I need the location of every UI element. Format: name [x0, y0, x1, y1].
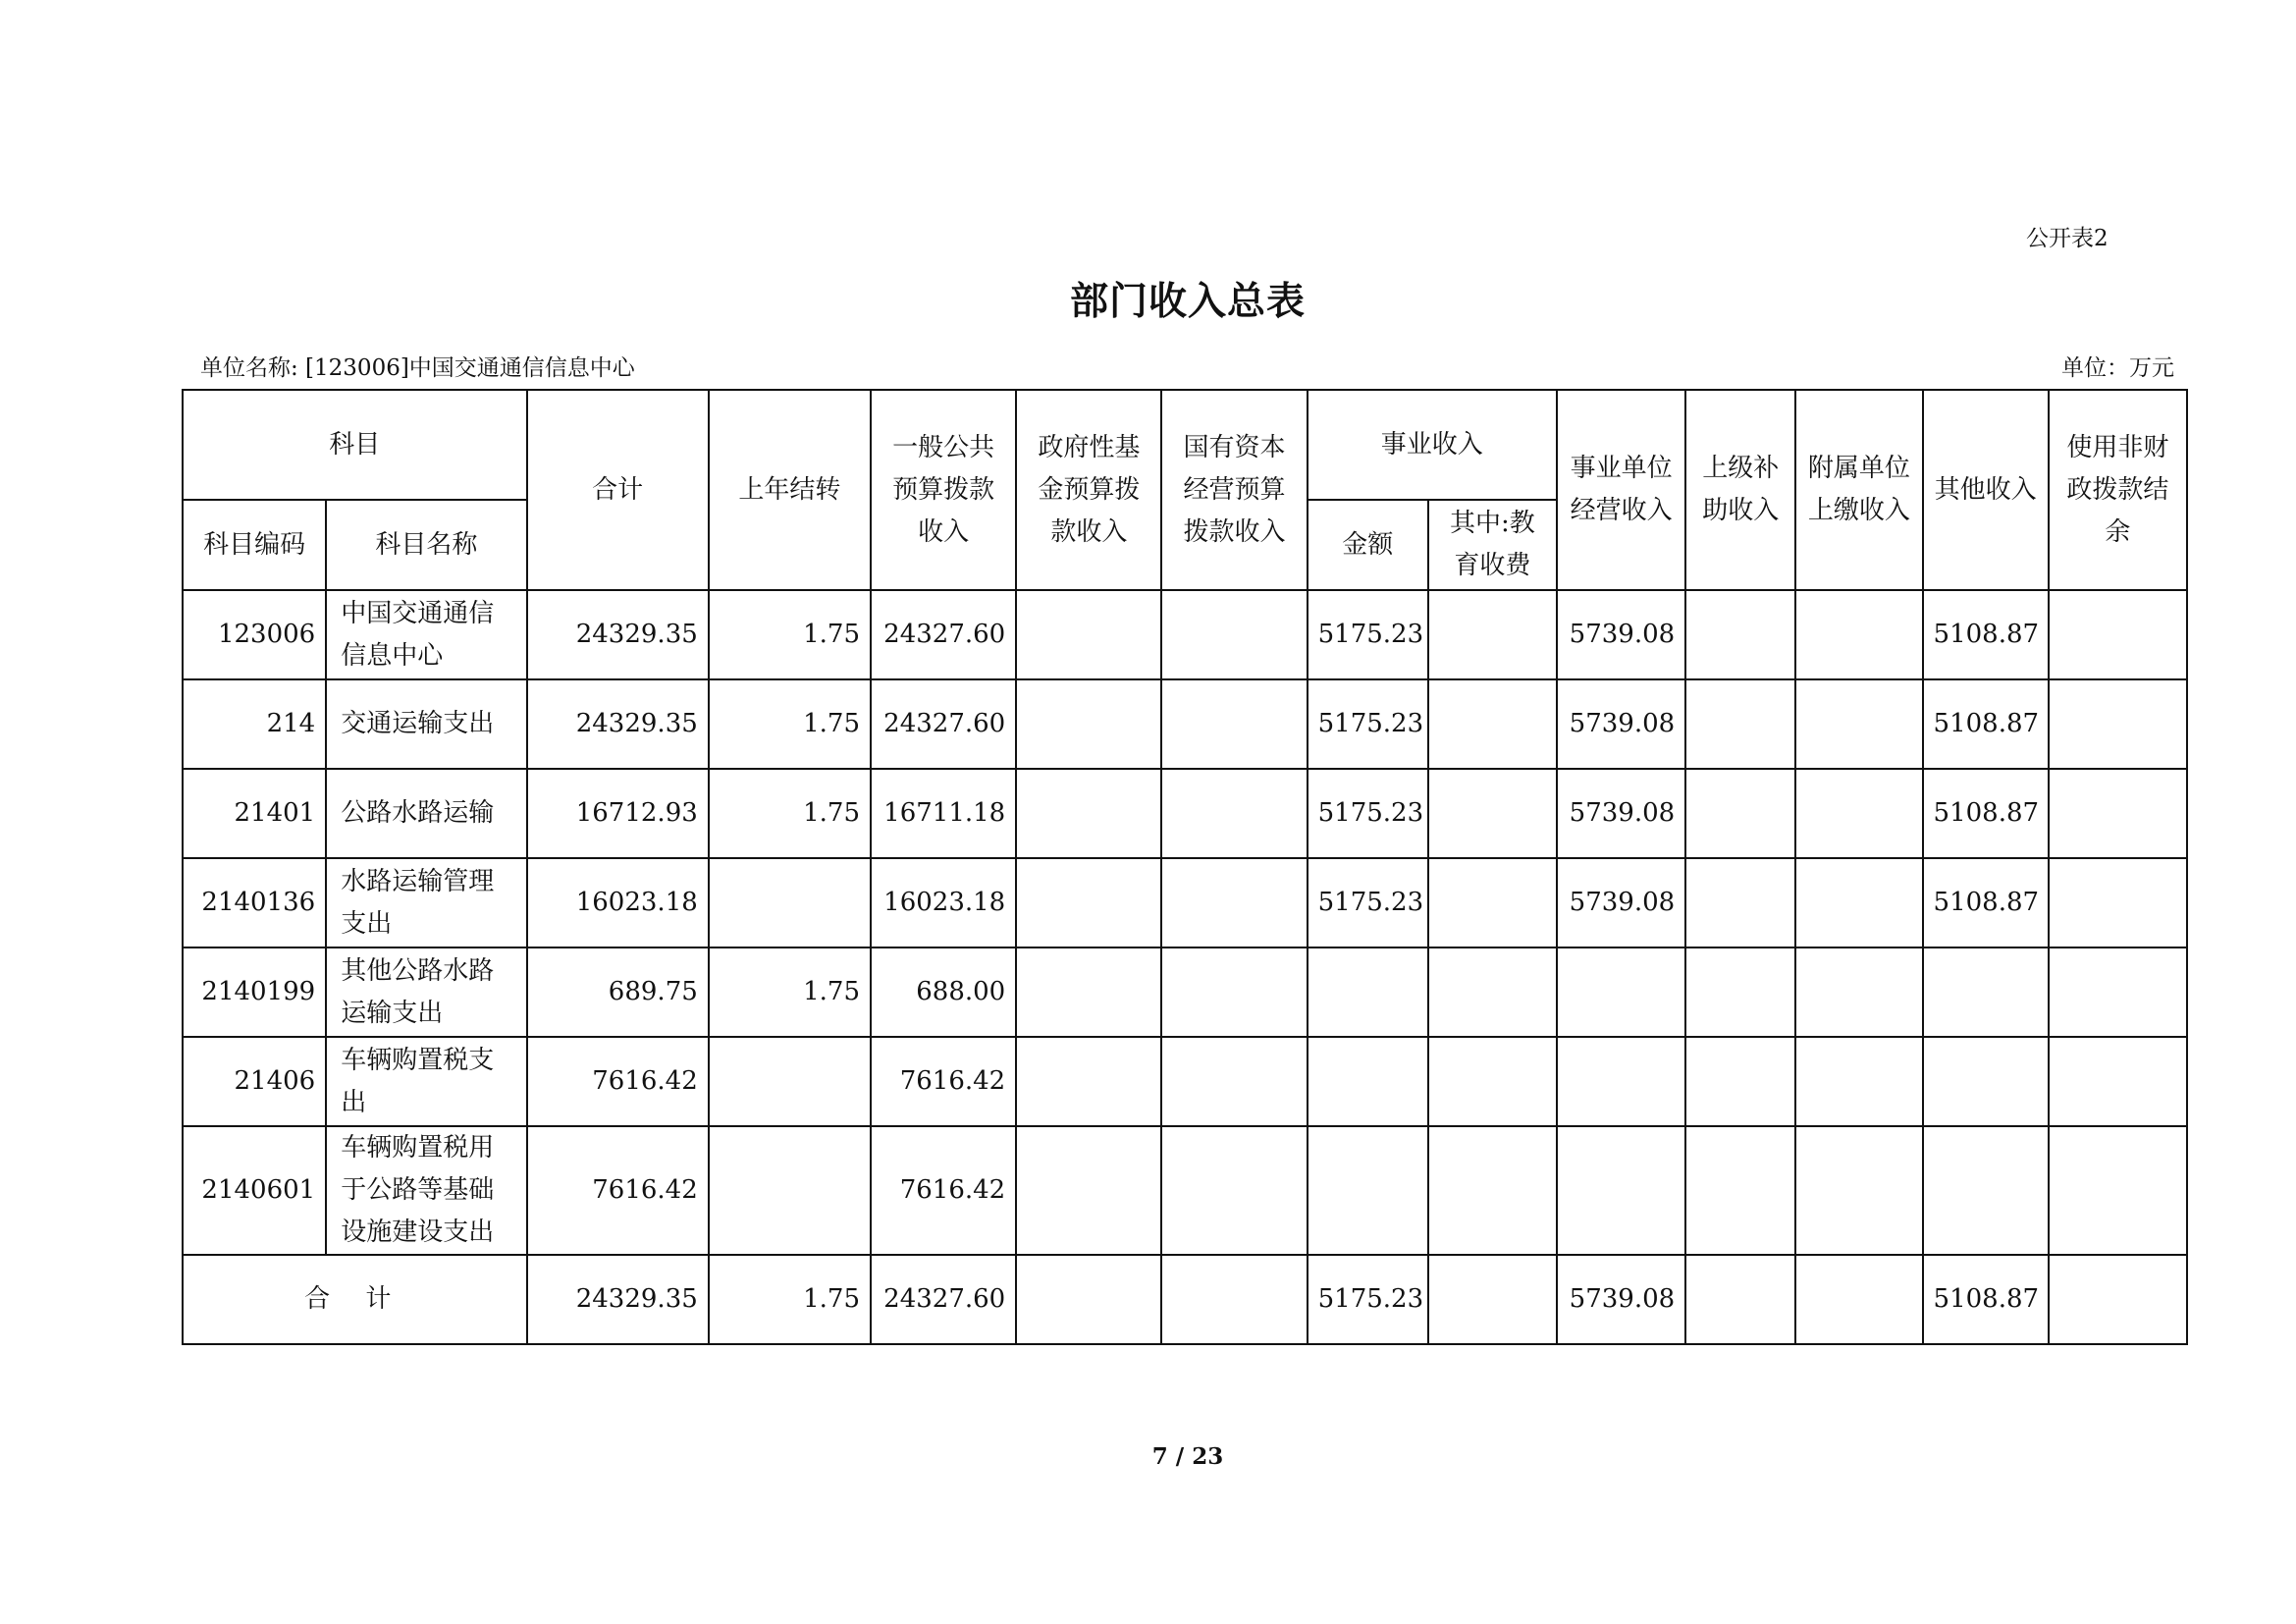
cell-non-fiscal [2049, 1255, 2187, 1344]
cell-state-capital [1161, 858, 1307, 947]
header-state-capital: 国有资本经营预算拨款收入 [1161, 390, 1307, 590]
header-total: 合计 [527, 390, 709, 590]
cell-edu-fee [1428, 1255, 1557, 1344]
cell-state-capital [1161, 1126, 1307, 1255]
cell-total: 16712.93 [527, 769, 709, 858]
cell-edu-fee [1428, 590, 1557, 679]
cell-edu-fee [1428, 1037, 1557, 1126]
cell-business-unit: 5739.08 [1557, 1255, 1685, 1344]
cell-code: 2140199 [183, 947, 326, 1037]
cell-gov-fund [1016, 769, 1161, 858]
cell-superior [1685, 679, 1795, 769]
cell-code: 123006 [183, 590, 326, 679]
cell-non-fiscal [2049, 1126, 2187, 1255]
cell-business-unit [1557, 947, 1685, 1037]
cell-edu-fee [1428, 858, 1557, 947]
cell-amount: 5175.23 [1308, 1255, 1428, 1344]
cell-state-capital [1161, 1255, 1307, 1344]
cell-total: 24329.35 [527, 679, 709, 769]
cell-business-unit: 5739.08 [1557, 590, 1685, 679]
cell-affiliated [1795, 947, 1922, 1037]
cell-business-unit [1557, 1037, 1685, 1126]
header-business-unit-income: 事业单位经营收入 [1557, 390, 1685, 590]
cell-code: 2140601 [183, 1126, 326, 1255]
cell-general: 24327.60 [871, 679, 1016, 769]
cell-name: 水路运输管理支出 [326, 858, 526, 947]
header-edu-fee: 其中:教育收费 [1428, 500, 1557, 590]
cell-superior [1685, 947, 1795, 1037]
cell-code: 21401 [183, 769, 326, 858]
cell-gov-fund [1016, 1126, 1161, 1255]
cell-other [1923, 1037, 2049, 1126]
table-row [183, 947, 2187, 1037]
cell-non-fiscal [2049, 590, 2187, 679]
cell-total: 689.75 [527, 947, 709, 1037]
cell-business-unit: 5739.08 [1557, 769, 1685, 858]
cell-name: 车辆购置税用于公路等基础设施建设支出 [326, 1126, 526, 1255]
table-row [183, 1126, 2187, 1255]
cell-carryover [709, 858, 871, 947]
cell-state-capital [1161, 1037, 1307, 1126]
table-code: 公开表2 [2026, 226, 2109, 251]
header-other-income: 其他收入 [1923, 390, 2049, 590]
cell-name: 交通运输支出 [326, 679, 526, 769]
cell-name: 公路水路运输 [326, 769, 526, 858]
cell-carryover: 1.75 [709, 1255, 871, 1344]
cell-gov-fund [1016, 1037, 1161, 1126]
cell-carryover [709, 1037, 871, 1126]
cell-general: 7616.42 [871, 1037, 1016, 1126]
cell-edu-fee [1428, 679, 1557, 769]
cell-gov-fund [1016, 679, 1161, 769]
cell-amount: 5175.23 [1308, 769, 1428, 858]
cell-other [1923, 1126, 2049, 1255]
cell-affiliated [1795, 1255, 1922, 1344]
page-number: 7 / 23 [1151, 1443, 1224, 1470]
cell-name: 车辆购置税支出 [326, 1037, 526, 1126]
cell-affiliated [1795, 1126, 1922, 1255]
cell-superior [1685, 1126, 1795, 1255]
header-carryover: 上年结转 [709, 390, 871, 590]
totals-label: 合 计 [183, 1255, 527, 1344]
cell-total: 24329.35 [527, 590, 709, 679]
cell-edu-fee [1428, 769, 1557, 858]
cell-amount: 5175.23 [1308, 858, 1428, 947]
cell-carryover: 1.75 [709, 947, 871, 1037]
cell-state-capital [1161, 590, 1307, 679]
cell-general: 24327.60 [871, 1255, 1016, 1344]
cell-general: 688.00 [871, 947, 1016, 1037]
cell-superior [1685, 858, 1795, 947]
cell-gov-fund [1016, 858, 1161, 947]
cell-other: 5108.87 [1923, 769, 2049, 858]
cell-gov-fund [1016, 590, 1161, 679]
cell-carryover: 1.75 [709, 590, 871, 679]
cell-name: 其他公路水路运输支出 [326, 947, 526, 1037]
header-superior-subsidy: 上级补助收入 [1685, 390, 1795, 590]
cell-non-fiscal [2049, 769, 2187, 858]
header-row-1 [183, 390, 2187, 500]
cell-other [1923, 947, 2049, 1037]
cell-non-fiscal [2049, 947, 2187, 1037]
cell-other: 5108.87 [1923, 679, 2049, 769]
cell-name: 中国交通通信信息中心 [326, 590, 526, 679]
unit-name: 单位名称: [123006]中国交通通信信息中心 [200, 355, 635, 381]
cell-amount [1308, 1126, 1428, 1255]
header-subject-name: 科目名称 [326, 500, 526, 590]
cell-general: 16023.18 [871, 858, 1016, 947]
table-row [183, 858, 2187, 947]
cell-affiliated [1795, 769, 1922, 858]
cell-amount: 5175.23 [1308, 679, 1428, 769]
page-title: 部门收入总表 [1069, 279, 1306, 324]
cell-state-capital [1161, 679, 1307, 769]
cell-non-fiscal [2049, 858, 2187, 947]
header-subject-code: 科目编码 [183, 500, 326, 590]
totals-row [183, 1255, 2187, 1344]
cell-non-fiscal [2049, 679, 2187, 769]
cell-state-capital [1161, 947, 1307, 1037]
header-business-income: 事业收入 [1308, 390, 1557, 500]
cell-business-unit [1557, 1126, 1685, 1255]
cell-total: 16023.18 [527, 858, 709, 947]
cell-carryover [709, 1126, 871, 1255]
cell-business-unit: 5739.08 [1557, 858, 1685, 947]
cell-superior [1685, 1037, 1795, 1126]
cell-code: 214 [183, 679, 326, 769]
cell-code: 21406 [183, 1037, 326, 1126]
header-amount: 金额 [1308, 500, 1428, 590]
header-subject: 科目 [183, 390, 527, 500]
cell-affiliated [1795, 679, 1922, 769]
cell-amount [1308, 1037, 1428, 1126]
cell-superior [1685, 1255, 1795, 1344]
cell-total: 7616.42 [527, 1037, 709, 1126]
cell-general: 7616.42 [871, 1126, 1016, 1255]
cell-affiliated [1795, 1037, 1922, 1126]
cell-business-unit: 5739.08 [1557, 679, 1685, 769]
income-table [182, 389, 2188, 1345]
cell-edu-fee [1428, 947, 1557, 1037]
cell-carryover: 1.75 [709, 769, 871, 858]
cell-non-fiscal [2049, 1037, 2187, 1126]
cell-other: 5108.87 [1923, 858, 2049, 947]
cell-superior [1685, 590, 1795, 679]
cell-code: 2140136 [183, 858, 326, 947]
cell-general: 16711.18 [871, 769, 1016, 858]
cell-gov-fund [1016, 1255, 1161, 1344]
cell-state-capital [1161, 769, 1307, 858]
cell-total: 7616.42 [527, 1126, 709, 1255]
table-row [183, 590, 2187, 679]
cell-superior [1685, 769, 1795, 858]
unit-label: 单位：万元 [2061, 355, 2174, 381]
cell-edu-fee [1428, 1126, 1557, 1255]
header-non-fiscal-balance: 使用非财政拨款结余 [2049, 390, 2187, 590]
cell-affiliated [1795, 590, 1922, 679]
cell-general: 24327.60 [871, 590, 1016, 679]
table-row [183, 769, 2187, 858]
header-gov-fund: 政府性基金预算拨款收入 [1016, 390, 1161, 590]
header-affiliated-income: 附属单位上缴收入 [1795, 390, 1922, 590]
table-row [183, 1037, 2187, 1126]
cell-other: 5108.87 [1923, 1255, 2049, 1344]
cell-amount: 5175.23 [1308, 590, 1428, 679]
header-general-budget: 一般公共预算拨款收入 [871, 390, 1016, 590]
cell-total: 24329.35 [527, 1255, 709, 1344]
cell-other: 5108.87 [1923, 590, 2049, 679]
cell-amount [1308, 947, 1428, 1037]
cell-carryover: 1.75 [709, 679, 871, 769]
table-row [183, 679, 2187, 769]
cell-affiliated [1795, 858, 1922, 947]
cell-gov-fund [1016, 947, 1161, 1037]
